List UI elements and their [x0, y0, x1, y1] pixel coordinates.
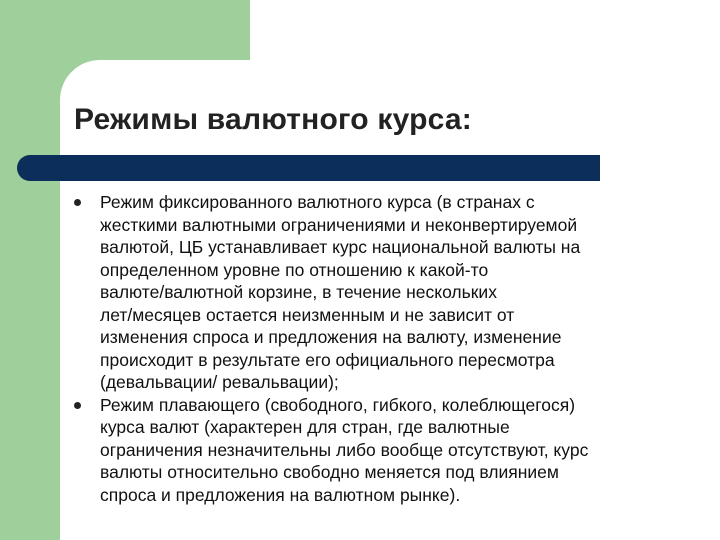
bullet-text-line: происходит в результате его официального пересмотра [100, 349, 555, 370]
bullet-text-line: (девальвации/ ревальвации); [100, 372, 339, 392]
title-underline-bar [17, 155, 600, 181]
bullet-text-line: спроса и предложения на валютном рынке). [100, 484, 461, 505]
bullet-item-floating-rate [72, 394, 682, 507]
bullet-text-line: курса валют (характерен для стран, где валютные [100, 417, 510, 437]
bullet-text-line: валюте/валютной корзине, в течение нескольких [100, 282, 497, 302]
bullet-dot-icon [74, 199, 81, 206]
bullet-text-line: изменения спроса и предложения на валюту, изменение [100, 327, 562, 347]
bullet-list [72, 191, 682, 506]
bullet-text-line: валюты относительно свободно меняется под влиянием [100, 462, 559, 482]
bullet-text-line: ограничения незначительны либо вообще отсутствуют, курс [100, 439, 589, 460]
bullet-text-line: лет/месяцев остается неизменным и не зависит от [100, 304, 515, 325]
bullet-dot-icon [74, 402, 81, 409]
bullet-text-line: Режим плавающего (свободного, гибкого, колеблющегося) [100, 394, 576, 415]
bullet-text-line: валютой, ЦБ устанавливает курс национальной валюты на [100, 237, 581, 257]
bullet-text-line: определенном уровне по отношению к какой-то [100, 259, 489, 280]
bullet-text-line: жесткими валютными ограничениями и неконвертируемой [100, 214, 578, 235]
bullet-text-line: Режим фиксированного валютного курса (в странах с [100, 192, 535, 212]
slide-title: Режимы валютного курса: [74, 103, 472, 136]
bullet-item-fixed-rate [72, 191, 682, 394]
